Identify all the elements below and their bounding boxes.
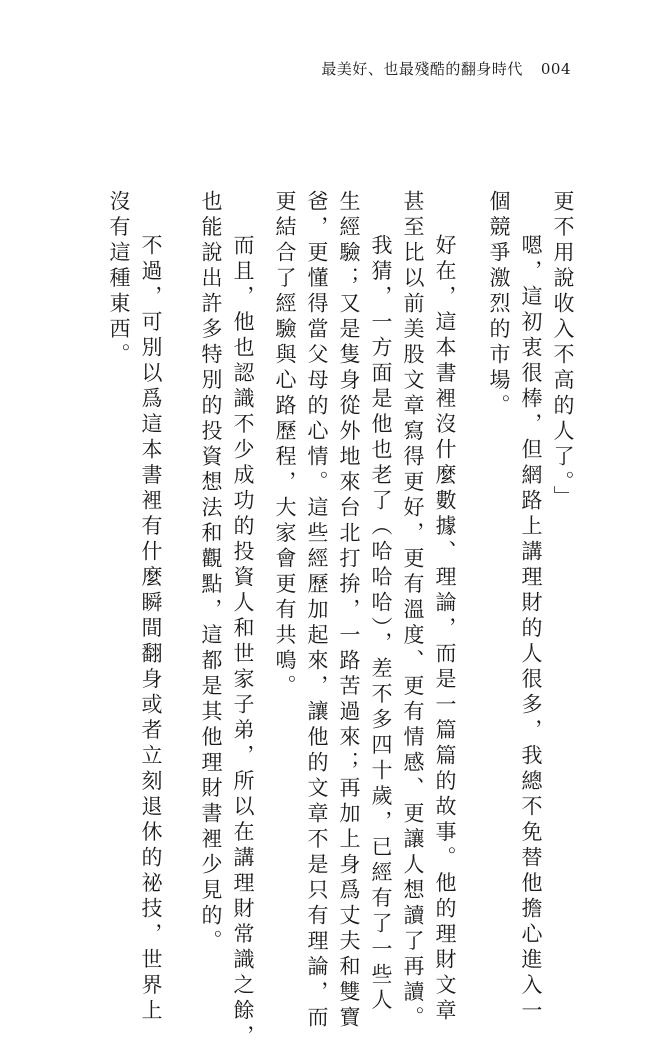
text-line: 甚至比以前美股文章寫得更好，更有溫度、更有情感、更讓人想讀了再讀。: [401, 190, 425, 1032]
text-line: 生經驗；又是隻身從外地來台北打拚，一路苦過來；再加上身爲丈夫和雙寶: [337, 190, 361, 1032]
text-line: 更不用說收入不高的人了。」: [551, 190, 575, 511]
text-line: 好在，這本書裡沒什麼數據、理論，而是一篇篇的故事。他的理財文章: [433, 234, 457, 1025]
text-line: 個競爭激烈的市場。: [487, 190, 511, 420]
running-header: [321, 58, 571, 79]
text-line: 更結合了經驗與心路歷程，大家會更有共鳴。: [273, 190, 297, 700]
text-line: 也能說出許多特別的投資想法和觀點，這都是其他理財書裡少見的。: [199, 190, 223, 955]
text-line: 爸，更懂得當父母的心情。這些經歷加起來，讓他的文章不是只有理論，而: [305, 190, 329, 1032]
page-number: 004: [540, 60, 571, 78]
text-line: 而且，他也認識不少成功的投資人和世家子弟，所以在講理財常識之餘，: [231, 234, 255, 1050]
text-line: 沒有這種東西。: [107, 190, 131, 369]
text-line: 不過，可別以爲這本書裡有什麼瞬間翻身或者立刻退休的祕技，世界上: [139, 234, 163, 1025]
text-line: 嗯，這初衷很棒，但網路上講理財的人很多，我總不免替他擔心進入一: [519, 234, 543, 1025]
running-header-title: 最美好、也最殘酷的翻身時代: [321, 60, 523, 78]
text-line: 我猜，一方面是他也老了（哈哈哈），差不多四十歲，已經有了一些人: [369, 234, 393, 1014]
